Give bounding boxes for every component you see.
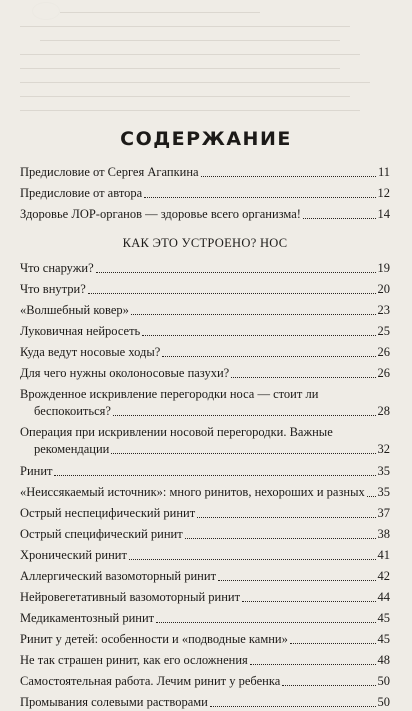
leader-dots — [367, 496, 376, 497]
entry-title: Что внутри? — [20, 282, 86, 296]
toc-entry[interactable] — [20, 652, 390, 669]
toc-entry[interactable] — [20, 694, 390, 711]
entry-page: 35 — [377, 464, 390, 478]
entry-page: 26 — [377, 345, 390, 359]
entry-page: 19 — [377, 261, 390, 275]
entry-title: Куда ведут носовые ходы? — [20, 345, 161, 359]
entry-page: 26 — [377, 366, 390, 380]
leader-dots — [303, 218, 376, 219]
entry-title-continued: рекомендации — [34, 442, 110, 456]
entry-page: 50 — [377, 674, 390, 688]
entry-page: 14 — [377, 207, 390, 221]
entry-page: 28 — [377, 404, 390, 418]
entry-title: Предисловие от автора — [20, 186, 143, 200]
leader-dots — [113, 415, 376, 416]
toc-entry[interactable] — [20, 526, 390, 543]
entry-title: Промывания солевыми растворами — [20, 695, 208, 709]
entry-page: 32 — [377, 442, 390, 456]
toc-entry[interactable] — [20, 323, 390, 340]
toc-entry[interactable] — [20, 631, 390, 648]
leader-dots — [210, 706, 376, 707]
entry-page: 23 — [377, 303, 390, 317]
entry-page: 25 — [377, 324, 390, 338]
entry-title: Аллергический вазомоторный ринит — [20, 569, 217, 583]
toc-entry[interactable] — [20, 185, 390, 202]
entry-title: Острый специфический ринит — [20, 527, 183, 541]
entry-title: Луковичная нейросеть — [20, 324, 141, 338]
entry-page: 48 — [377, 653, 390, 667]
entry-title: Нейровегетативный вазомоторный ринит — [20, 590, 241, 604]
entry-title: Самостоятельная работа. Лечим ринит у ребенка — [20, 674, 281, 688]
entry-page: 38 — [377, 527, 390, 541]
ornament-mark — [32, 2, 60, 20]
leader-dots — [96, 272, 376, 273]
entry-title: «Неиссякаемый источник»: много ринитов, нехороших и разных — [20, 485, 365, 499]
toc-entry[interactable] — [20, 505, 390, 522]
leader-dots — [282, 685, 375, 686]
toc-entry[interactable] — [20, 302, 390, 319]
leader-dots — [201, 176, 376, 177]
toc-entry[interactable] — [20, 673, 390, 690]
entry-title: Что снаружи? — [20, 261, 94, 275]
toc-entry[interactable] — [20, 424, 390, 458]
toc-entry[interactable] — [20, 365, 390, 382]
entry-title: Врожденное искривление перегородки носа — стоит ли — [20, 387, 319, 401]
section-heading: КАК ЭТО УСТРОЕНО? НОС — [122, 236, 288, 250]
entry-page: 44 — [377, 590, 390, 604]
toc-entry[interactable] — [20, 568, 390, 585]
leader-dots — [156, 622, 375, 623]
toc-entry[interactable] — [20, 610, 390, 627]
leader-dots — [129, 559, 376, 560]
toc-entry[interactable] — [20, 344, 390, 361]
toc-entry[interactable] — [20, 463, 390, 480]
leader-dots — [111, 453, 375, 454]
entry-title: Операция при искривлении носовой перегородки. Важные — [20, 425, 333, 439]
entry-page: 35 — [377, 485, 390, 499]
leader-dots — [162, 356, 375, 357]
entry-page: 41 — [377, 548, 390, 562]
toc-entry[interactable] — [20, 281, 390, 298]
leader-dots — [88, 293, 376, 294]
entry-page: 42 — [377, 569, 390, 583]
entry-page: 11 — [377, 165, 390, 179]
entry-title: Не так страшен ринит, как его осложнения — [20, 653, 248, 667]
entry-title: Для чего нужны околоносовые пазухи? — [20, 366, 230, 380]
entry-page: 37 — [377, 506, 390, 520]
toc-entry[interactable] — [20, 386, 390, 420]
leader-dots — [185, 538, 376, 539]
leader-dots — [142, 335, 375, 336]
leader-dots — [54, 475, 375, 476]
leader-dots — [131, 314, 376, 315]
leader-dots — [250, 664, 376, 665]
entry-title-continued: беспокоиться? — [34, 404, 111, 418]
entry-title: Хронический ринит — [20, 548, 127, 562]
entry-title: Медикаментозный ринит — [20, 611, 155, 625]
toc-entry[interactable] — [20, 484, 390, 501]
leader-dots — [231, 377, 375, 378]
toc-entry[interactable] — [20, 206, 390, 223]
entry-page: 45 — [377, 632, 390, 646]
toc-entry[interactable] — [20, 589, 390, 606]
toc-entry[interactable] — [20, 547, 390, 564]
entry-page: 50 — [377, 695, 390, 709]
leader-dots — [242, 601, 375, 602]
entry-title: Острый неспецифический ринит — [20, 506, 196, 520]
entry-page: 45 — [377, 611, 390, 625]
leader-dots — [197, 517, 375, 518]
page-title: СОДЕРЖАНИЕ — [120, 128, 292, 150]
leader-dots — [290, 643, 376, 644]
leader-dots — [144, 197, 375, 198]
entry-page: 20 — [377, 282, 390, 296]
entry-page: 12 — [377, 186, 390, 200]
entry-title: Здоровье ЛОР-органов — здоровье всего организма! — [20, 207, 301, 221]
entry-title: «Волшебный ковер» — [20, 303, 129, 317]
entry-title: Предисловие от Сергея Агапкина — [20, 165, 199, 179]
entry-title: Ринит у детей: особенности и «подводные камни» — [20, 632, 288, 646]
toc-entry[interactable] — [20, 164, 390, 181]
leader-dots — [218, 580, 375, 581]
toc-entry[interactable] — [20, 260, 390, 277]
entry-title: Ринит — [20, 464, 53, 478]
